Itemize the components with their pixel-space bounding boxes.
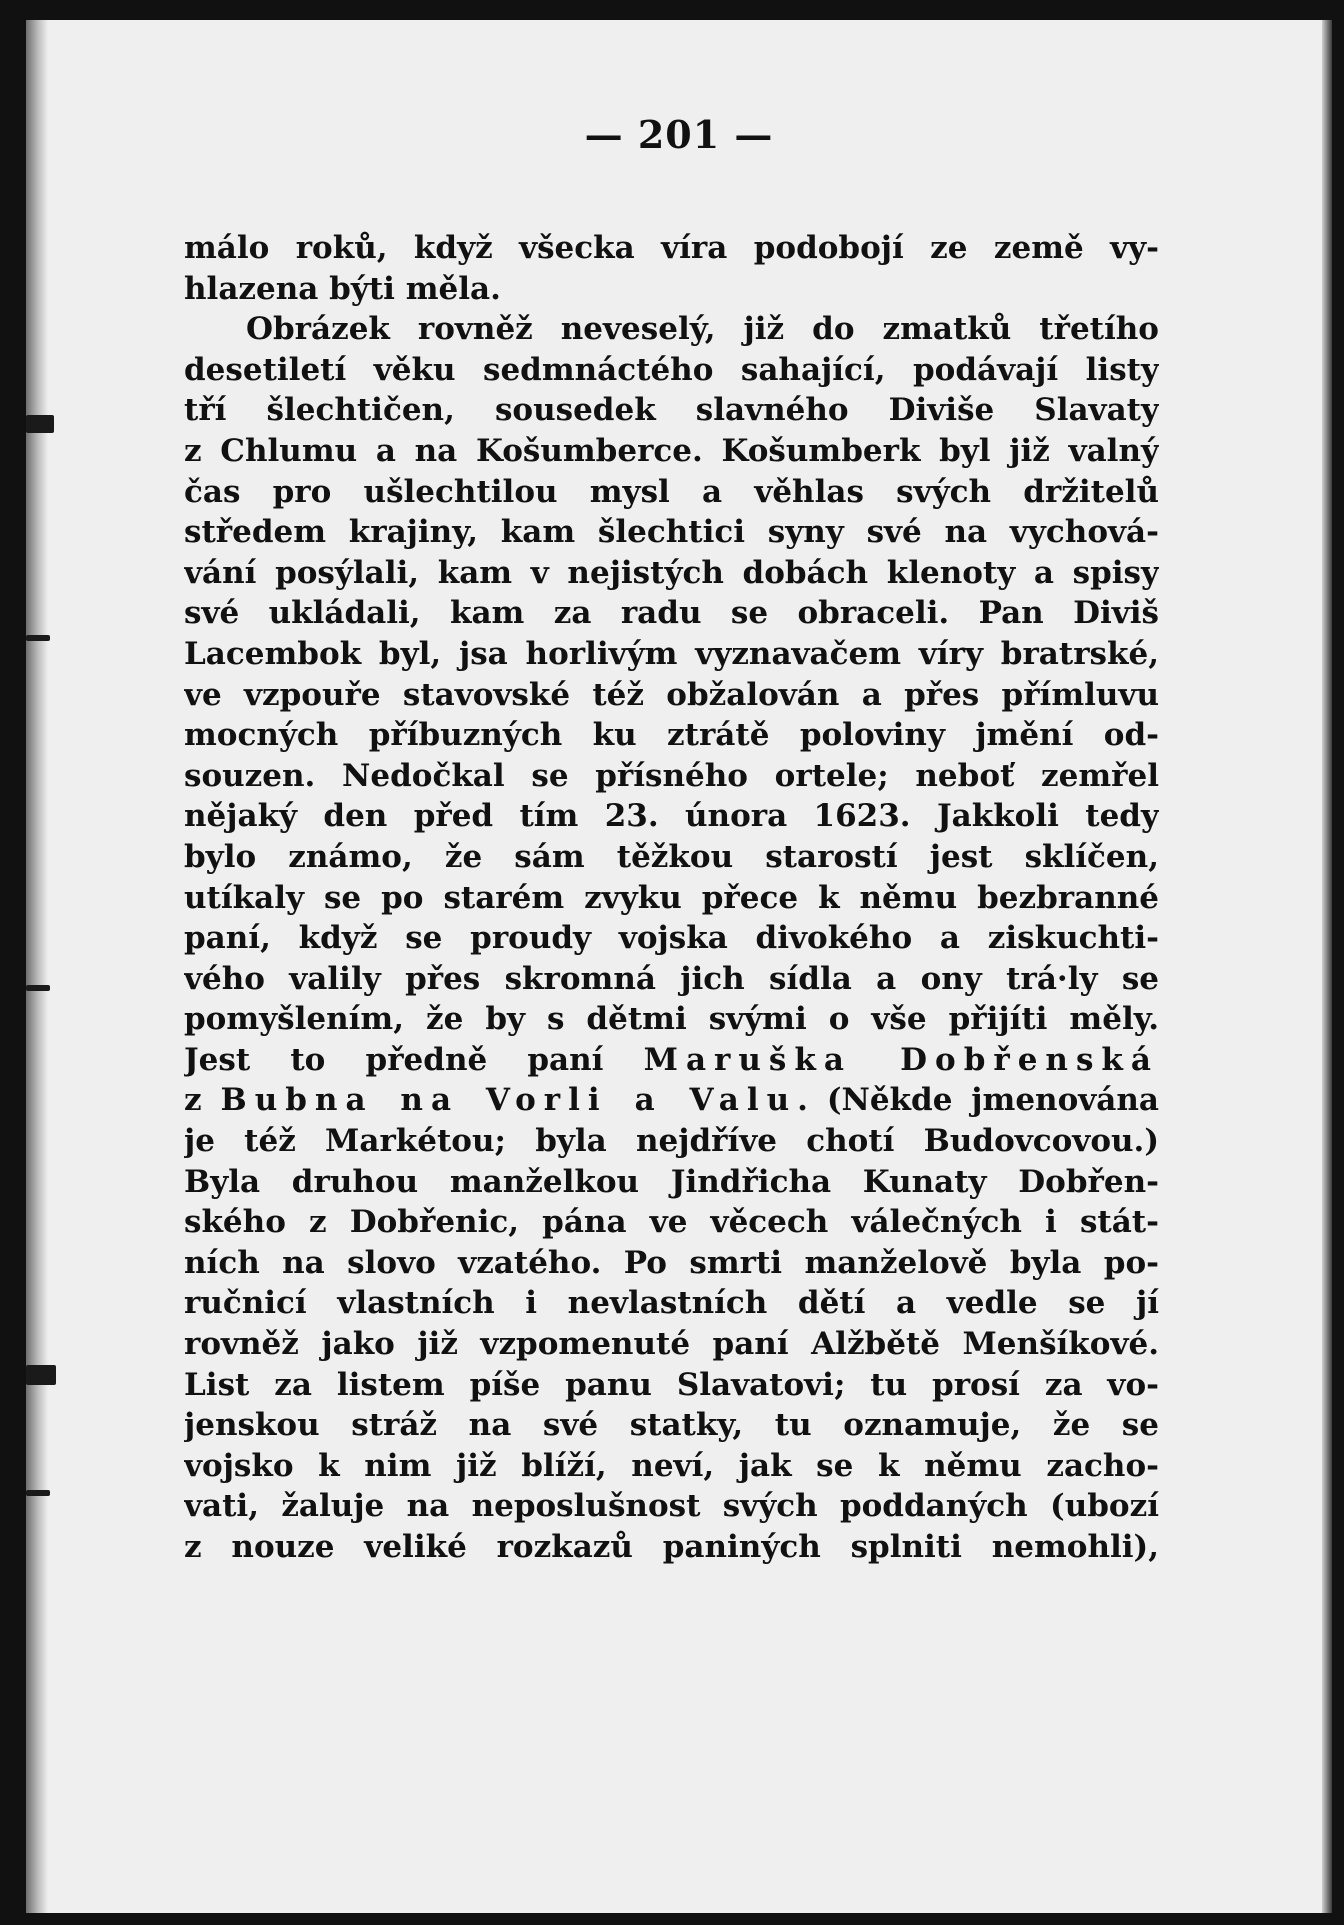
binding-mark (26, 1365, 56, 1385)
text-line: vojsko k nim již blíží, neví, jak se k němu zacho- (184, 1447, 1159, 1484)
page-number: — 201 — (584, 112, 774, 157)
text-line: List za listem píše panu Slavatovi; tu prosí za vo- (184, 1366, 1159, 1403)
binding-shadow (26, 20, 48, 1913)
text-line-name (184, 1040, 1159, 1081)
text-line: je též Markétou; byla nejdříve chotí Budovcovou.) (184, 1123, 1159, 1160)
text-line: vého valily přes skromná jich sídla a ony trá·ly se (184, 960, 1159, 997)
book-page (26, 20, 1332, 1913)
text-line: tří šlechtičen, sousedek slavného Diviše Slavaty (184, 392, 1159, 429)
binding-mark (26, 1490, 50, 1496)
text-line: paní, když se proudy vojska divokého a ziskuchti- (184, 920, 1159, 957)
text-line: rovněž jako již vzpomenuté paní Alžbětě Menšíkové. (184, 1326, 1159, 1363)
text-line: čas pro ušlechtilou mysl a věhlas svých držitelů (184, 473, 1159, 510)
person-name: Maruška Dobřenská (643, 1041, 1159, 1078)
text-line: z Chlumu a na Košumberce. Košumberk byl již valný (184, 432, 1159, 469)
text-line: ručnicí vlastních i nevlastních dětí a vedle se jí (184, 1285, 1159, 1322)
body-text (184, 228, 1159, 1568)
text-line: Byla druhou manželkou Jindřicha Kunaty Dobřen- (184, 1163, 1159, 1200)
text-line: vání posýlali, kam v nejistých dobách klenoty a spisy (184, 554, 1159, 591)
text-line: své ukládali, kam za radu se obraceli. Pan Diviš (184, 595, 1159, 632)
text-line: mocných příbuzných ku ztrátě poloviny jmění od- (184, 717, 1159, 754)
text-line: z nouze veliké rozkazů paniných splniti nemohli), (184, 1529, 1159, 1565)
text-line: Lacembok byl, jsa horlivým vyznavačem víry bratrské, (184, 635, 1159, 672)
text-line: desetiletí věku sedmnáctého sahající, podávají listy (184, 351, 1159, 388)
text-line: ních na slovo vzatého. Po smrti manželově byla po- (184, 1244, 1159, 1281)
text-line: ve vzpouře stavovské též obžalován a přes přímluvu (184, 676, 1159, 713)
text-segment: z (184, 1082, 202, 1119)
text-line: ského z Dobřenic, pána ve věcech válečných i stát- (184, 1204, 1159, 1241)
page-edge (1322, 20, 1332, 1913)
text-line: pomyšlením, že by s dětmi svými o vše přijíti měly. (184, 1001, 1159, 1038)
text-line: bylo známo, že sám těžkou starostí jest sklíčen, (184, 838, 1159, 875)
text-line: vati, žaluje na neposlušnost svých poddaných (ubozí (184, 1488, 1159, 1525)
binding-mark (26, 415, 54, 433)
text-line-place (184, 1080, 1159, 1121)
text-segment: . (Někde jmenována (797, 1082, 1159, 1119)
text-line: hlazena býti měla. (184, 270, 501, 307)
text-line: středem krajiny, kam šlechtici syny své na vychová- (184, 514, 1159, 551)
text-line: souzen. Nedočkal se přísného ortele; neboť zemřel (184, 757, 1159, 794)
place-name: Bubna na Vorli a Valu (220, 1082, 798, 1119)
text-line: málo roků, když všecka víra podobojí ze země vy- (184, 230, 1159, 266)
text-line: utíkaly se po starém zvyku přece k němu bezbranné (184, 879, 1159, 916)
text-line: jenskou stráž na své statky, tu oznamuje, že se (184, 1407, 1159, 1444)
text-line: nějaký den před tím 23. února 1623. Jakkoli tedy (184, 798, 1159, 835)
binding-mark (26, 635, 50, 641)
text-line: Obrázek rovněž neveselý, již do zmatků třetího (246, 311, 1159, 348)
binding-mark (26, 985, 50, 991)
text-segment: Jest to předně paní (184, 1041, 604, 1078)
